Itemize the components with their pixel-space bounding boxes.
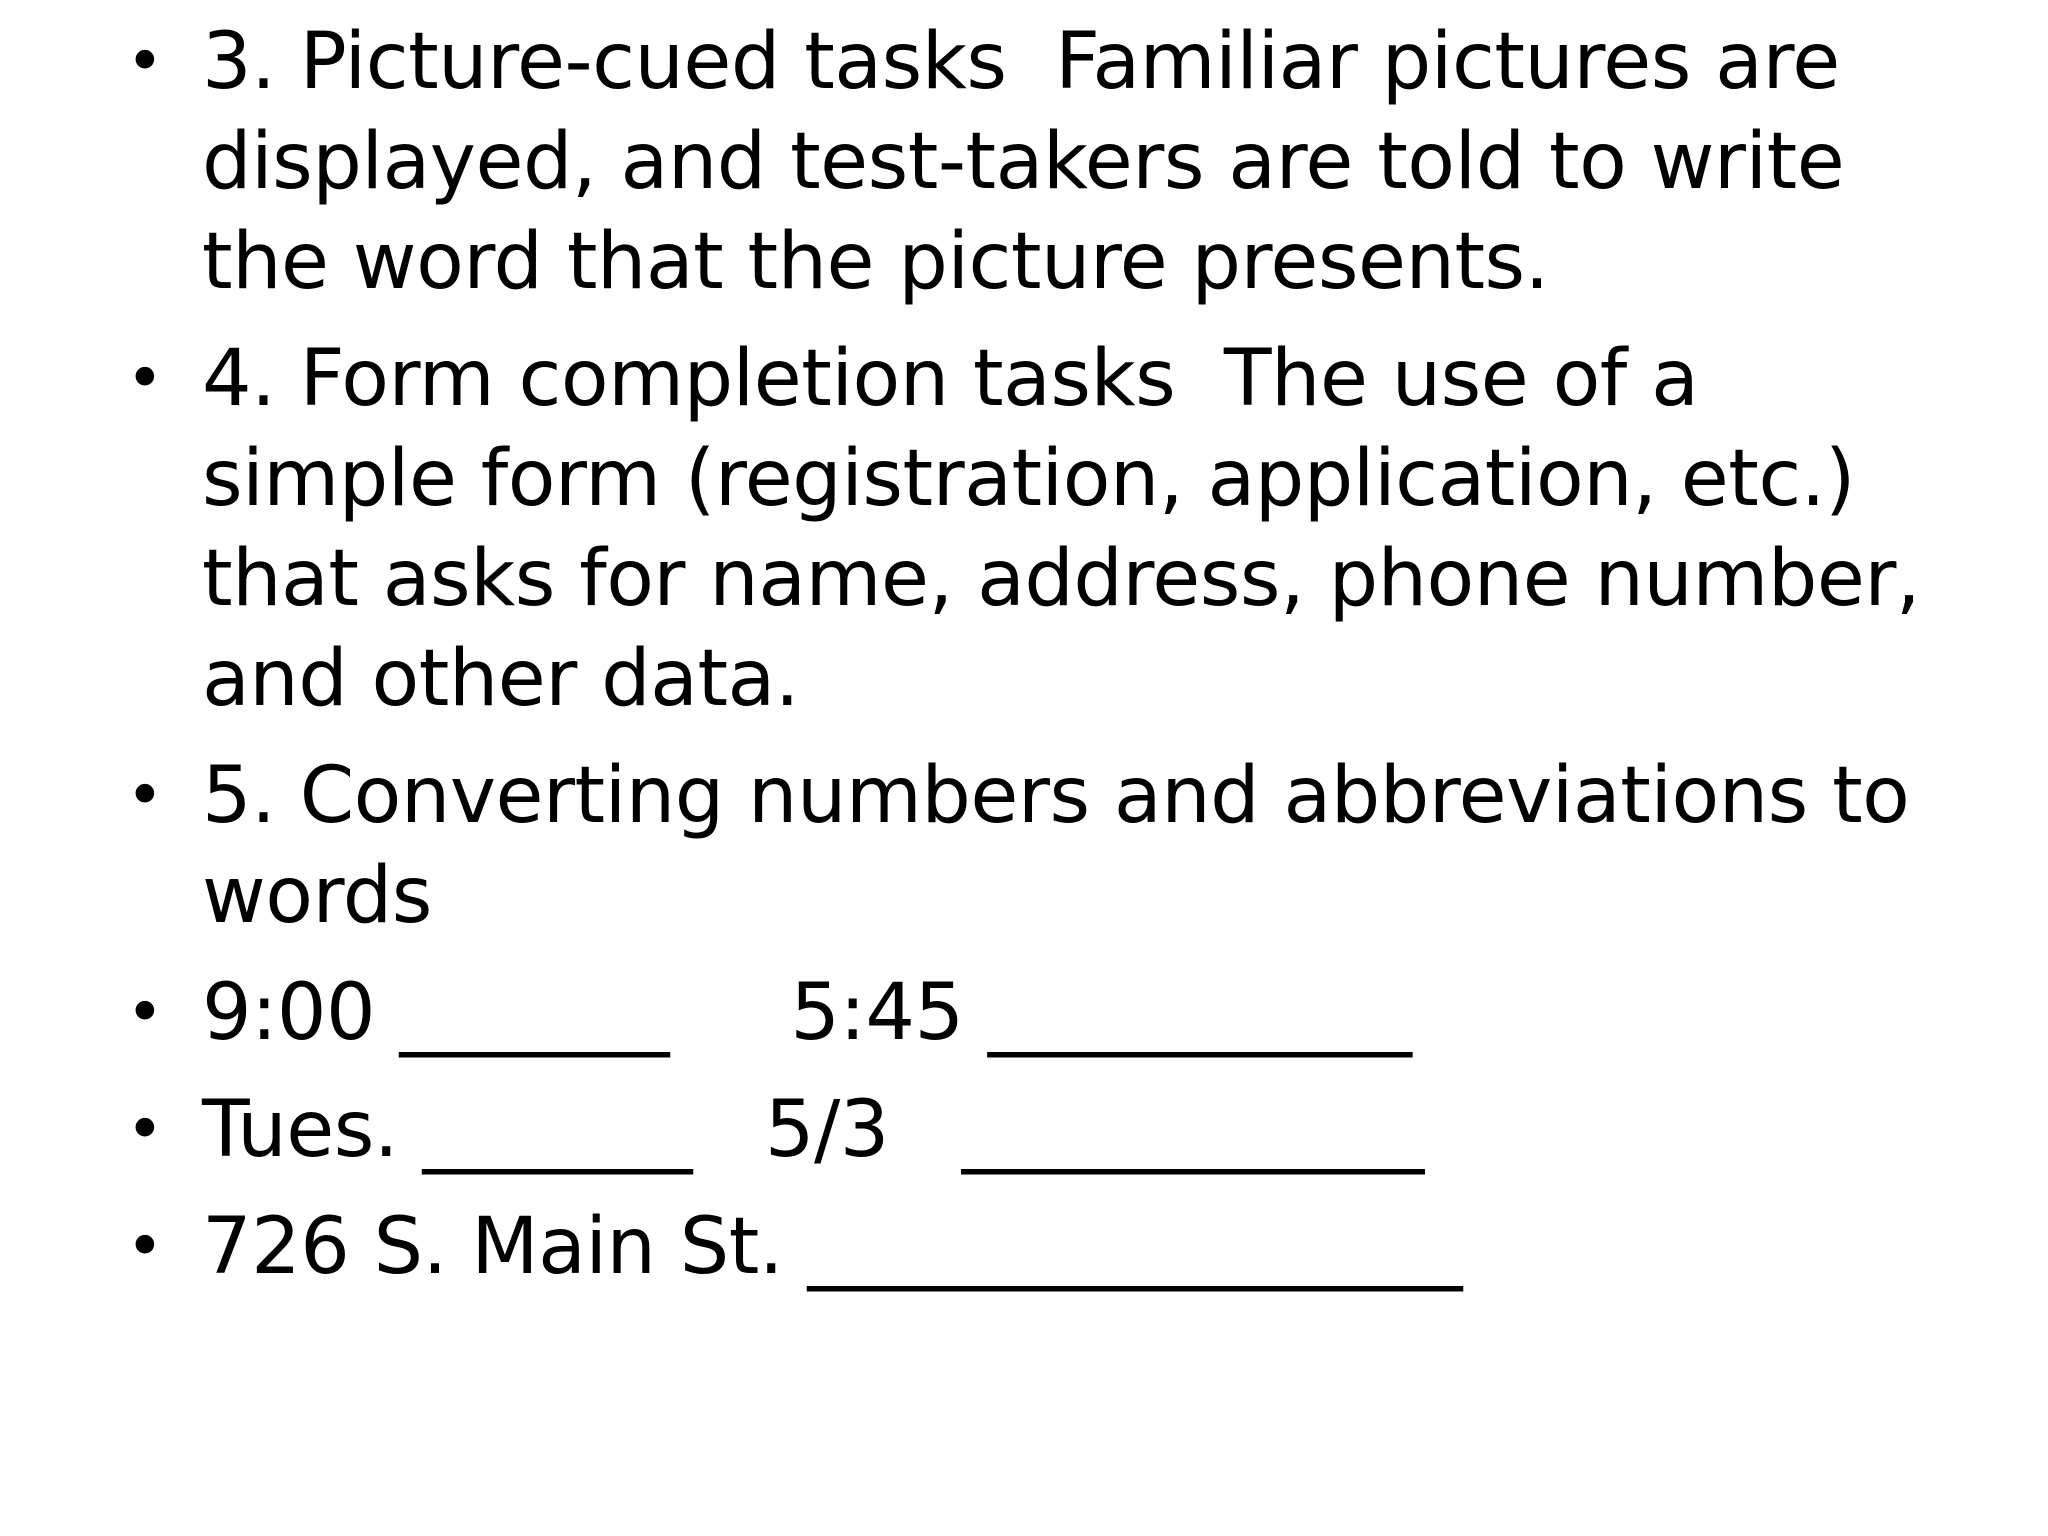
bullet-item-day-date-blanks: [126, 1080, 1956, 1180]
bullet-icon: •: [126, 1210, 164, 1284]
bullet-text: 5. Converting numbers and abbreviations to words: [202, 751, 1934, 941]
bullet-icon: •: [126, 759, 164, 833]
bullet-item-address-blank: [126, 1197, 1956, 1297]
bullet-icon: •: [126, 1093, 164, 1167]
bullet-icon: •: [126, 976, 164, 1050]
bullet-item-time-blanks: [126, 963, 1956, 1063]
bullet-icon: •: [126, 342, 164, 416]
bullet-text: 3. Picture-cued tasks Familiar pictures are displayed, and test-takers are told to write the word that the picture presents.: [202, 17, 1869, 307]
bullet-text: 726 S. Main St. _________________: [202, 1202, 1462, 1292]
bullet-icon: •: [126, 25, 164, 99]
bullet-list: [126, 12, 1956, 1297]
bullet-item-converting-numbers: [126, 746, 1956, 946]
bullet-text: 4. Form completion tasks The use of a simple form (registration, application, etc.) that asks for name, address, phone number, and other data.: [202, 334, 1945, 724]
bullet-text: 9:00 _______ 5:45 ___________: [202, 968, 1412, 1058]
bullet-item-picture-cued-tasks: [126, 12, 1956, 312]
bullet-text: Tues. _______ 5/3 ____________: [202, 1085, 1424, 1175]
bullet-item-form-completion-tasks: [126, 329, 1956, 729]
